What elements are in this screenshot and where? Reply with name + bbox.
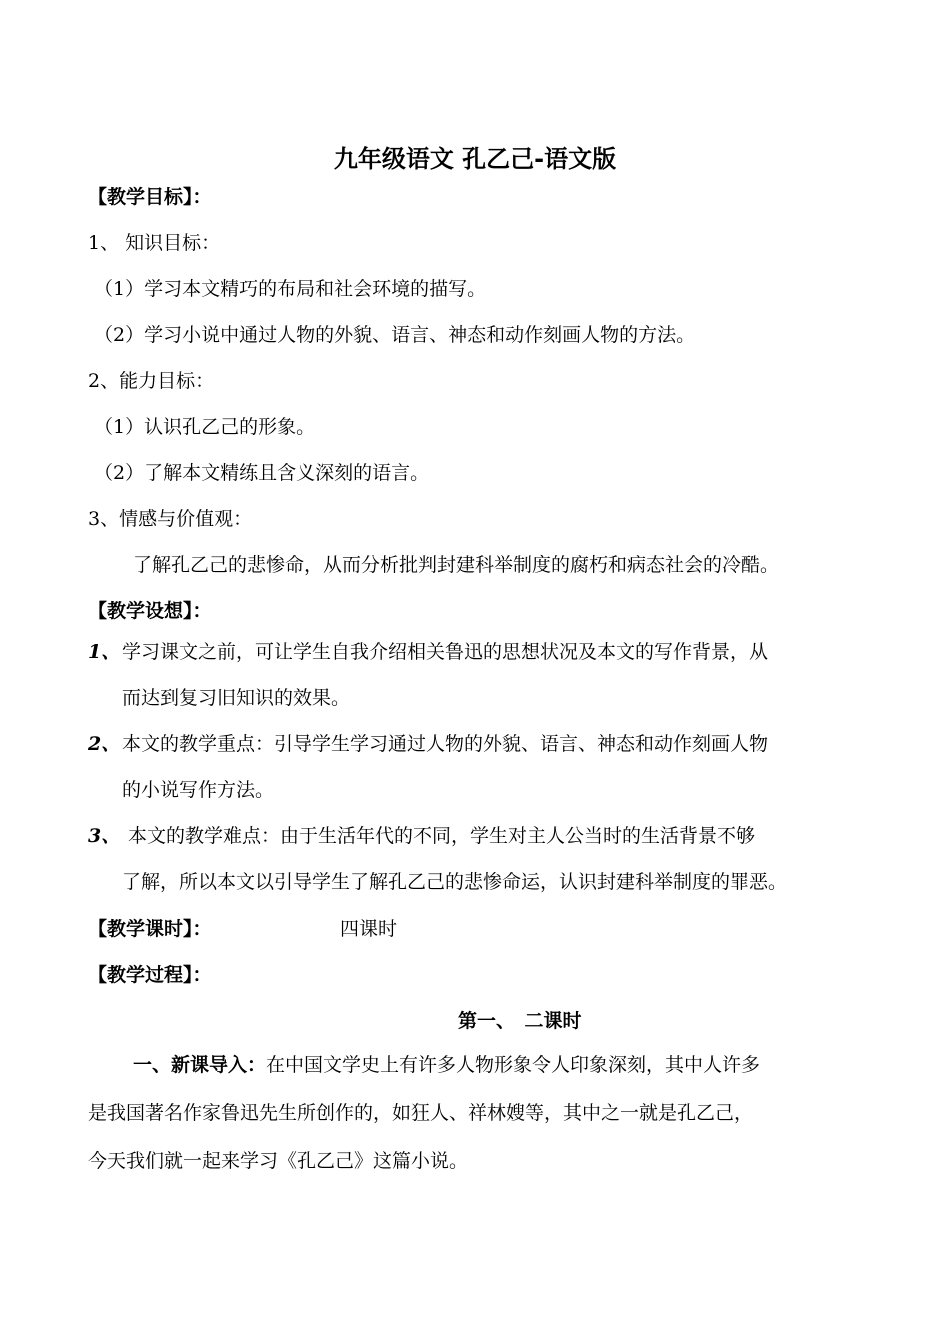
design-item-3-number: 3、 xyxy=(88,825,121,847)
document-title: 九年级语文 孔乙己-语文版 xyxy=(333,145,617,173)
design-item-2-line2: 的小说写作方法。 xyxy=(122,779,275,801)
intro-paragraph-line-3: 今天我们就一起来学习《孔乙己》这篇小说。 xyxy=(88,1150,469,1172)
knowledge-goal-label: 1、 知识目标： xyxy=(88,232,221,254)
intro-paragraph-line-2: 是我国著名作家鲁迅先生所创作的，如狂人、祥林嫂等，其中之一就是孔乙己， xyxy=(88,1102,754,1124)
design-item-1-line2: 而达到复习旧知识的效果。 xyxy=(122,687,351,709)
design-item-2-line1: 本文的教学重点：引导学生学习通过人物的外貌、语言、神态和动作刻画人物 xyxy=(122,733,769,755)
design-item-2 xyxy=(88,732,768,756)
emotion-goal-text: 了解孔乙己的悲惨命，从而分析批判封建科举制度的腐朽和病态社会的冷酷。 xyxy=(133,554,780,576)
design-item-1-line1: 学习课文之前，可让学生自我介绍相关鲁迅的思想状况及本文的写作背景，从 xyxy=(122,641,769,663)
design-item-3-line1: 本文的教学难点：由于生活年代的不同，学生对主人公当时的生活背景不够 xyxy=(122,825,756,847)
design-item-1 xyxy=(88,640,768,664)
design-item-1-number: 1、 xyxy=(88,641,121,663)
process-heading: 【教学过程】： xyxy=(88,964,212,986)
intro-label: 一、新课导入： xyxy=(133,1054,267,1076)
intro-text-1: 在中国文学史上有许多人物形象令人印象深刻，其中人许多 xyxy=(266,1054,761,1076)
design-heading: 【教学设想】： xyxy=(88,600,212,622)
knowledge-goal-item-2: （2）学习小说中通过人物的外貌、语言、神态和动作刻画人物的方法。 xyxy=(94,324,696,346)
emotion-goal-label: 3、情感与价值观： xyxy=(88,508,253,530)
knowledge-goal-item-1: （1）学习本文精巧的布局和社会环境的描写。 xyxy=(94,278,487,300)
hours-heading: 【教学课时】： xyxy=(88,918,212,940)
intro-paragraph-line-1 xyxy=(133,1053,760,1077)
section-title: 第一、 二课时 xyxy=(458,1010,582,1032)
ability-goal-item-1: （1）认识孔乙己的形象。 xyxy=(94,416,316,438)
design-item-3 xyxy=(88,824,755,848)
goals-heading: 【教学目标】： xyxy=(88,186,212,208)
design-item-2-number: 2、 xyxy=(88,733,121,755)
ability-goal-item-2: （2）了解本文精练且含义深刻的语言。 xyxy=(94,462,430,484)
hours-value: 四课时 xyxy=(340,918,398,940)
ability-goal-label: 2、能力目标： xyxy=(88,370,215,392)
design-item-3-line2: 了解，所以本文以引导学生了解孔乙己的悲惨命运，认识封建科举制度的罪恶。 xyxy=(122,871,788,893)
